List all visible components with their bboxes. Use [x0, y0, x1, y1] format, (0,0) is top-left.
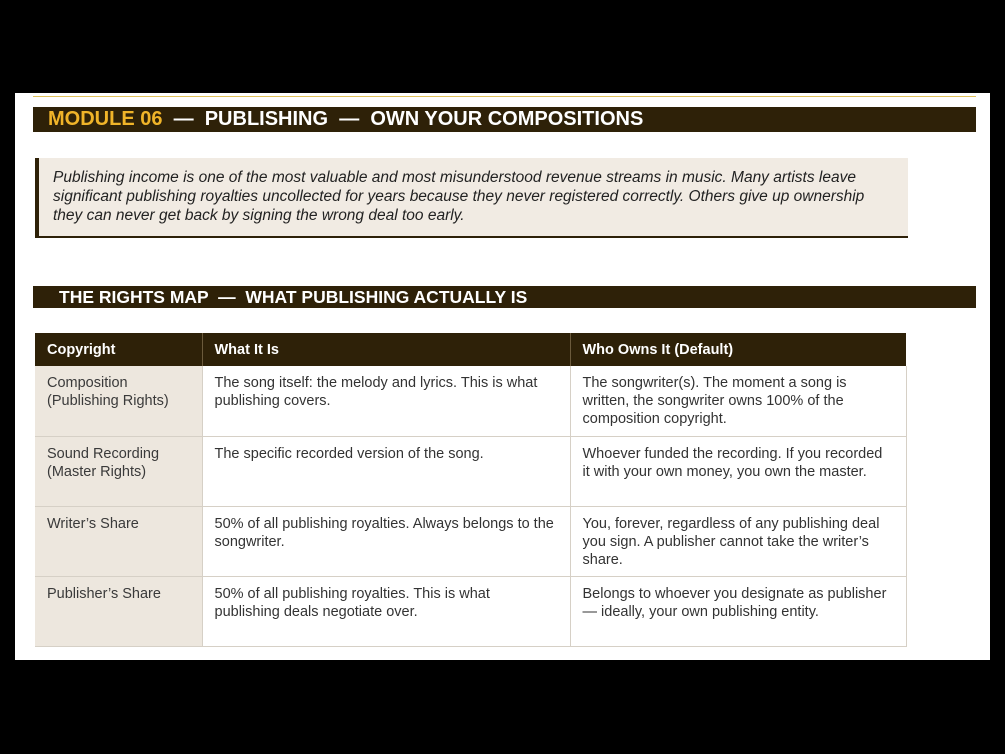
cell-what-it-is: The song itself: the melody and lyrics. This is what publishing covers.	[202, 366, 570, 436]
cell-owner: The songwriter(s). The moment a song is written, the songwriter owns 100% of the composition copyright.	[570, 366, 906, 436]
cell-copyright: Publisher’s Share	[35, 576, 202, 646]
intro-callout: Publishing income is one of the most valuable and most misunderstood revenue streams in music. Many artists leave significant publishing royalties uncollected for years because they never registered correctly. Others give up ownership they can never get back by signing the wrong deal too early.	[35, 158, 908, 238]
table-row	[35, 436, 906, 506]
table-row	[35, 366, 906, 436]
cell-copyright: Sound Recording (Master Rights)	[35, 436, 202, 506]
cell-copyright: Writer’s Share	[35, 506, 202, 576]
module-section: PUBLISHING	[204, 108, 329, 130]
cell-what-it-is: 50% of all publishing royalties. Always belongs to the songwriter.	[202, 506, 570, 576]
module-header-bar	[33, 107, 976, 132]
table-row	[35, 506, 906, 576]
document-page	[15, 93, 990, 660]
rights-table	[35, 333, 907, 647]
cell-copyright: Composition (Publishing Rights)	[35, 366, 202, 436]
column-header-copyright: Copyright	[35, 333, 202, 366]
cell-what-it-is: 50% of all publishing royalties. This is what publishing deals negotiate over.	[202, 576, 570, 646]
table-header-row	[35, 333, 906, 366]
rights-map-header: THE RIGHTS MAP — WHAT PUBLISHING ACTUALLY IS	[33, 286, 976, 308]
cell-owner: Whoever funded the recording. If you recorded it with your own money, you own the master.	[570, 436, 906, 506]
module-dash-2: —	[339, 108, 360, 130]
module-dash-1: —	[173, 108, 194, 130]
cell-what-it-is: The specific recorded version of the song.	[202, 436, 570, 506]
column-header-who-owns-it: Who Owns It (Default)	[570, 333, 906, 366]
module-number: MODULE 06	[48, 108, 163, 130]
top-rule	[33, 96, 976, 97]
cell-owner: You, forever, regardless of any publishing deal you sign. A publisher cannot take the writer’s share.	[570, 506, 906, 576]
cell-owner: Belongs to whoever you designate as publisher — ideally, your own publishing entity.	[570, 576, 906, 646]
module-subtitle: OWN YOUR COMPOSITIONS	[370, 108, 644, 130]
table-row	[35, 576, 906, 646]
column-header-what-it-is: What It Is	[202, 333, 570, 366]
